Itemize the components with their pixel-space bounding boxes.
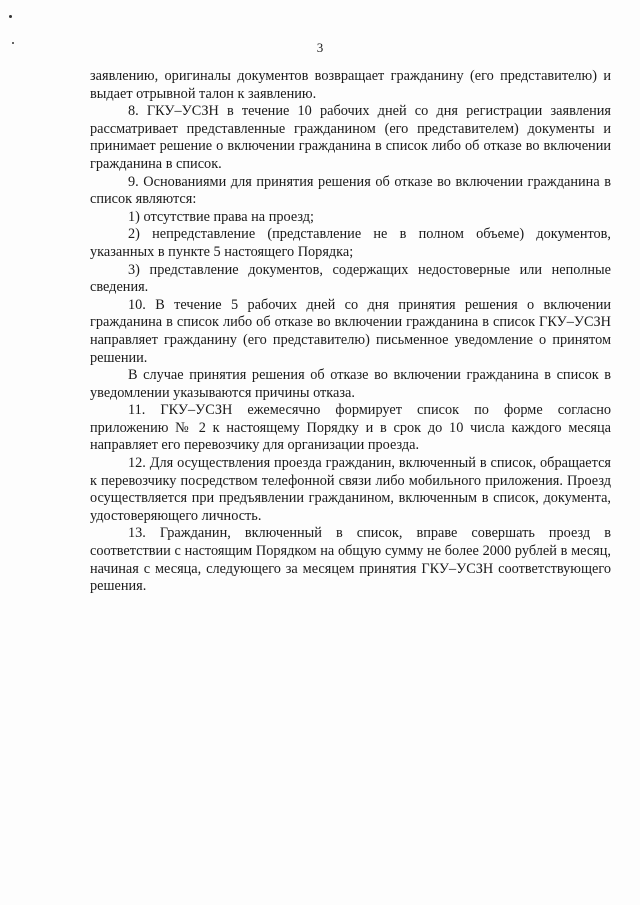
paragraph-item-8: 8. ГКУ–УСЗН в течение 10 рабочих дней со дня регистрации заявления рассматривает представленные гражданином (его представителем) документы и принимает решение о включении гражданина в список либо об отказе во включении гражданина в список. [90,103,611,172]
paragraph-continuation: заявлению, оригиналы документов возвращает гражданину (его представителю) и выдает отрывной талон к заявлению. [90,68,611,102]
paragraph-subitem-2: 2) непредставление (представление не в полном объеме) документов, указанных в пункте 5 настоящего Порядка; [90,226,611,260]
paragraph-subitem-1: 1) отсутствие права на проезд; [128,208,314,225]
page-number: 3 [316,40,324,55]
document-body [90,68,611,596]
paragraph-item-12: 12. Для осуществления проезда гражданин, включенный в список, обращается к перевозчику посредством телефонной связи либо мобильного приложения. Проезд осуществляется при предъявлении гражданином, включенным в список, документа, удостоверяющего личность. [90,455,611,524]
paragraph-item-13: 13. Гражданин, включенный в список, вправе совершать проезд в соответствии с настоящим Порядком на общую сумму не более 2000 рублей в месяц, начиная с месяца, следующего за месяцем принятия ГКУ–УСЗН соответствующего решения. [90,525,611,595]
paragraph-subitem-3: 3) представление документов, содержащих недостоверные или неполные сведения. [90,261,611,296]
paragraph-item-11: 11. ГКУ–УСЗН ежемесячно формирует список по форме согласно приложению № 2 к настоящему Порядку и в срок до 10 числа каждого месяца направляет его перевозчику для организации проезда. [90,402,611,454]
paragraph-item-10: 10. В течение 5 рабочих дней со дня принятия решения о включении гражданина в список либо об отказе во включении гражданина в список ГКУ–УСЗН направляет гражданину (его представителю) письменное уведомление о принятом решении. [90,296,611,366]
paragraph-refusal-note: В случае принятия решения об отказе во включении гражданина в список в уведомлении указываются причины отказа. [90,367,611,401]
scan-artifact [9,15,12,18]
paragraph-item-9: 9. Основаниями для принятия решения об отказе во включении гражданина в список являются: [90,173,611,208]
